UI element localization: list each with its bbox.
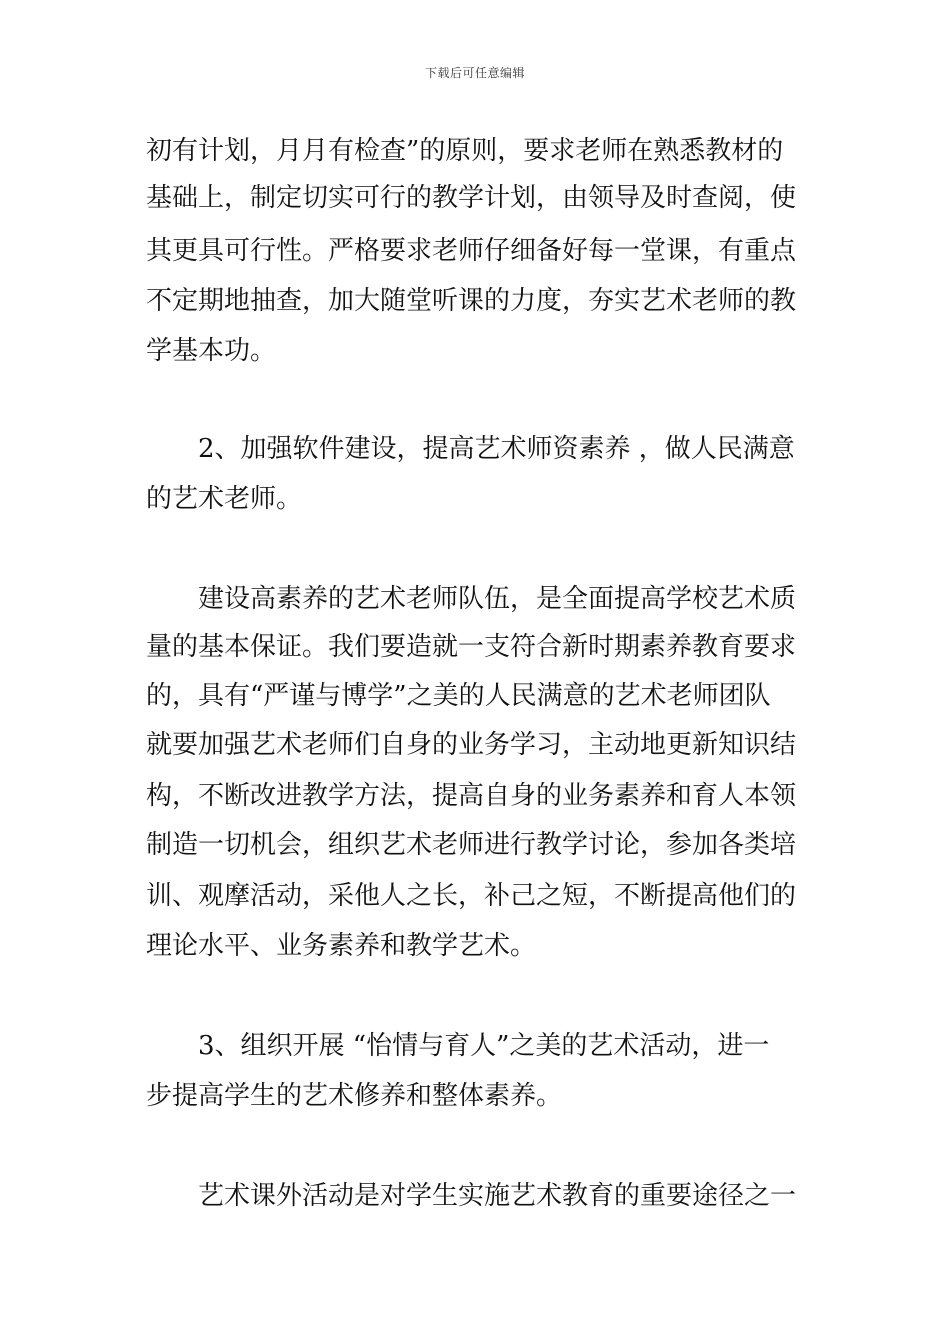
text-line: 的艺术老师。 xyxy=(146,484,303,514)
text-line: 基础上，制定切实可行的教学计划，由领导及时查阅，使 xyxy=(146,183,797,213)
text-line: 训、观摩活动，采他人之长，补己之短，不断提高他们的 xyxy=(146,881,797,911)
text-line: 学基本功。 xyxy=(146,336,277,366)
text-line: 艺术课外活动是对学生实施艺术教育的重要途径之一 xyxy=(198,1181,797,1211)
text-line: 2、加强软件建设，提高艺术师资素养 ，做人民满意 xyxy=(198,434,795,464)
text-line: 制造一切机会，组织艺术老师进行教学讨论，参加各类培 xyxy=(146,830,797,860)
text-line: 建设高素养的艺术老师队伍，是全面提高学校艺术质 xyxy=(198,584,797,614)
text-line: 不定期地抽查，加大随堂听课的力度，夯实艺术老师的教 xyxy=(146,286,797,316)
page-header: 下载后可任意编辑 xyxy=(424,66,525,80)
text-line: 量的基本保证。我们要造就一支符合新时期素养教育要求 xyxy=(146,632,797,662)
text-line: 初有计划，月月有检查”的原则，要求老师在熟悉教材的 xyxy=(146,136,784,166)
text-line: 的，具有“严谨与博学”之美的人民满意的艺术老师团队 xyxy=(146,681,771,711)
text-line: 构，不断改进教学方法，提高自身的业务素养和育人本领 xyxy=(146,781,797,811)
text-line: 就要加强艺术老师们自身的业务学习，主动地更新知识结 xyxy=(146,730,797,760)
text-line: 步提高学生的艺术修养和整体素养。 xyxy=(146,1081,563,1111)
text-line: 3、组织开展 “怡情与育人”之美的艺术活动，进一 xyxy=(198,1031,770,1061)
text-line: 其更具可行性。严格要求老师仔细备好每一堂课，有重点 xyxy=(146,236,797,266)
text-line: 理论水平、业务素养和教学艺术。 xyxy=(146,931,537,961)
